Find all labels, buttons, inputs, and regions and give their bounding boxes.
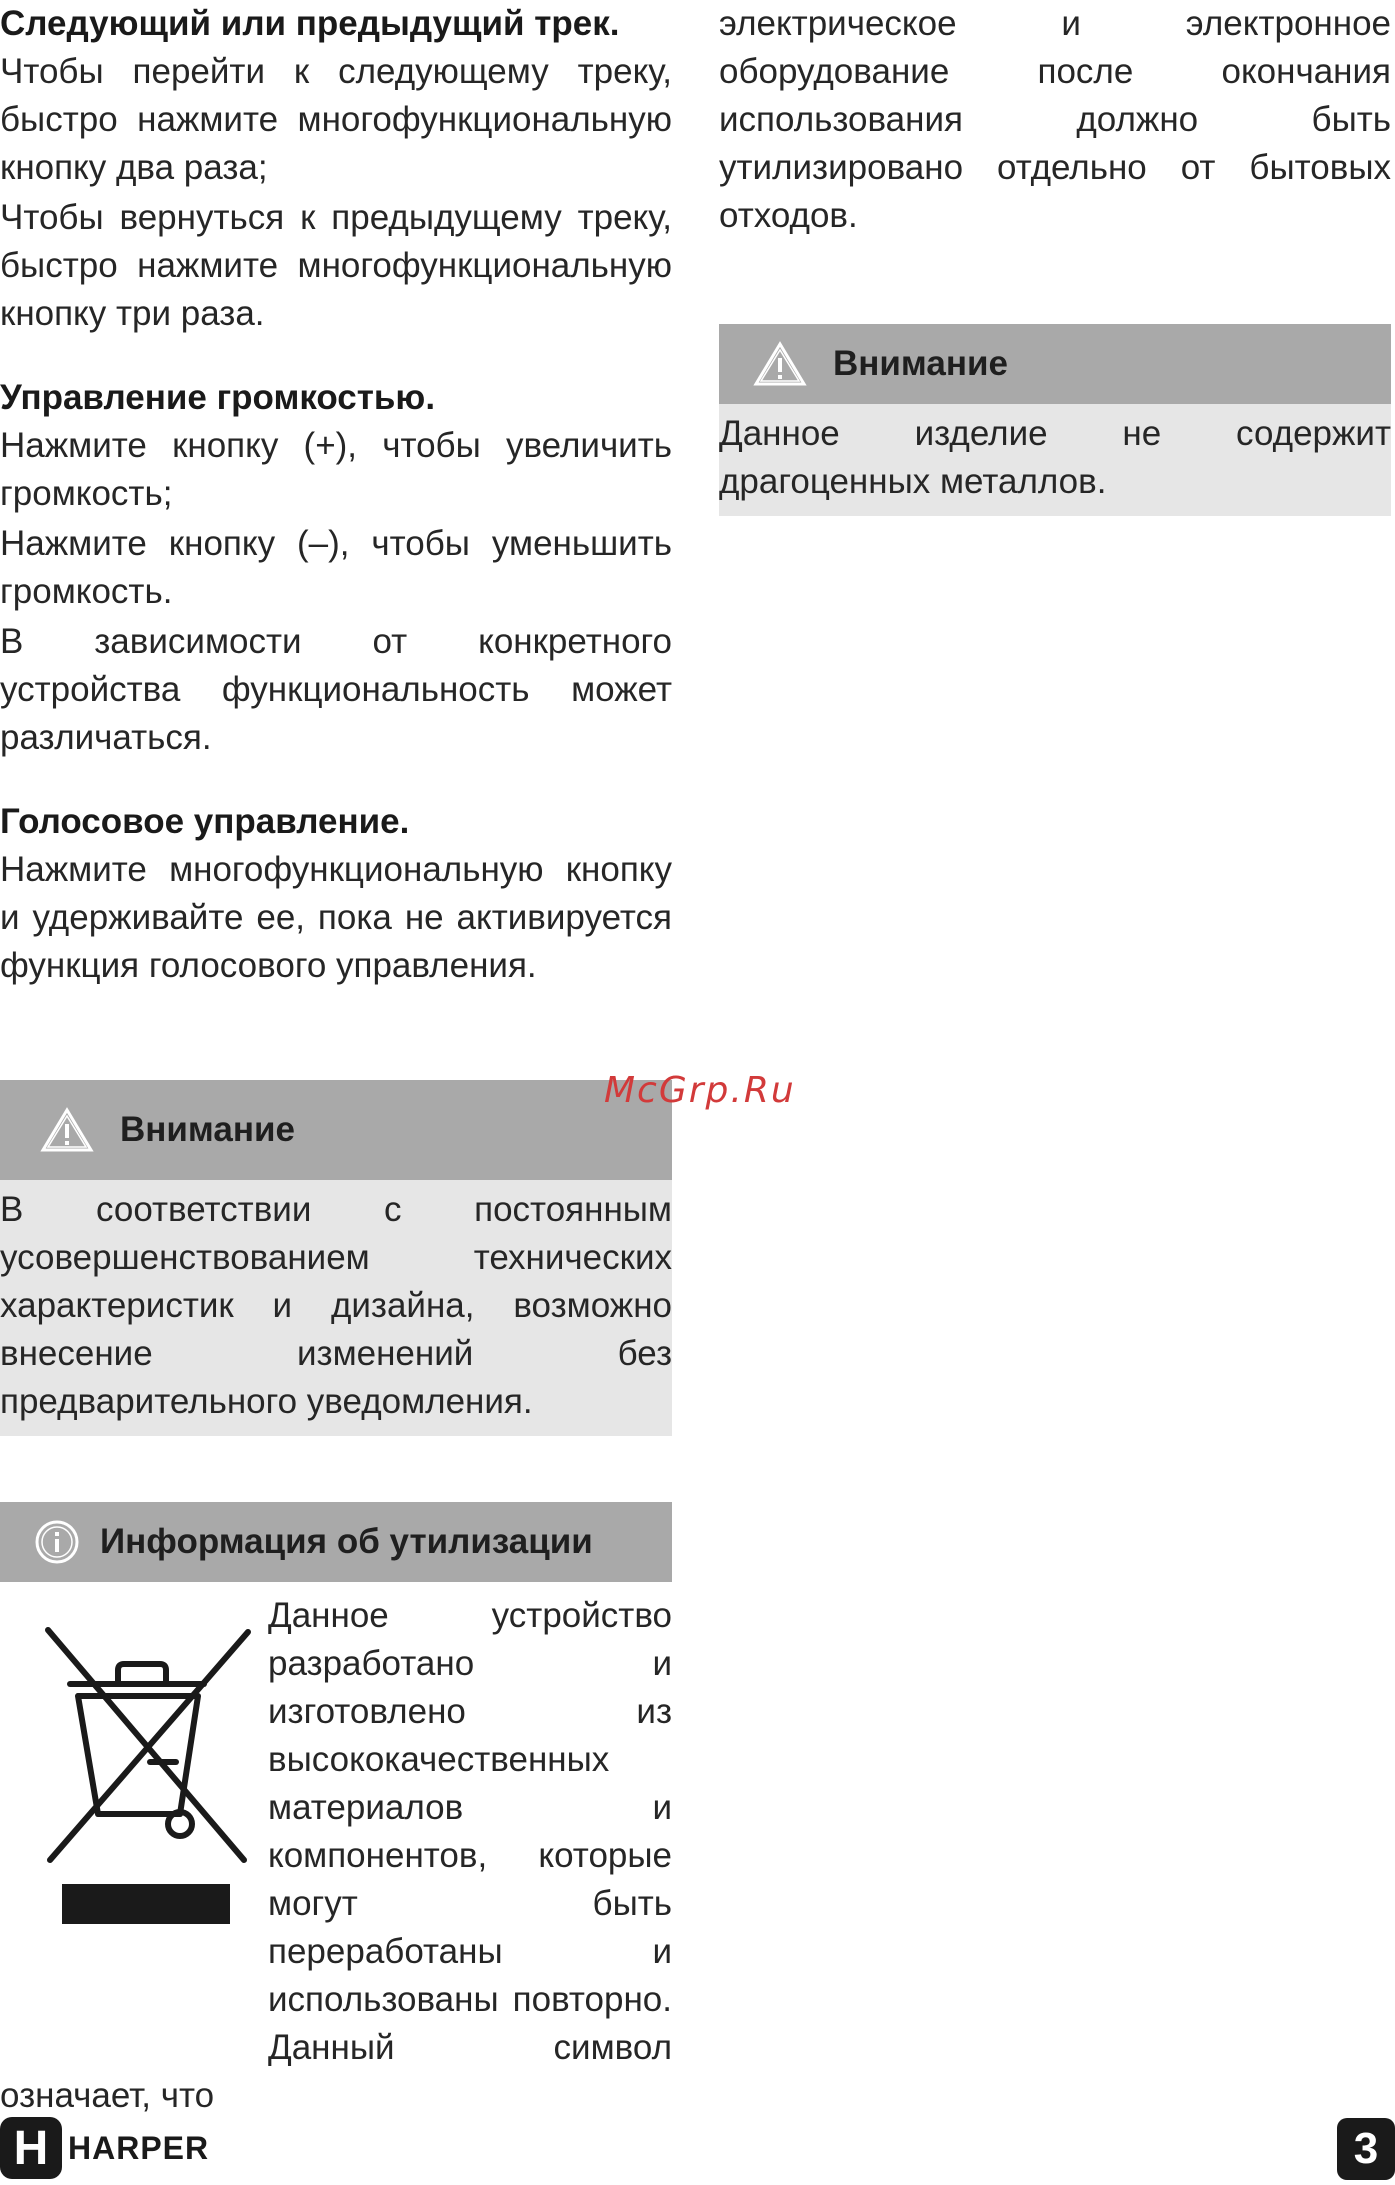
warning-triangle-icon: [40, 1107, 94, 1153]
voice-heading: Голосовое управление.: [0, 802, 410, 841]
track-heading: Следующий или предыдущий трек.: [0, 4, 620, 43]
page-number: 3: [1337, 2118, 1395, 2180]
watermark: McGrp.Ru: [604, 1070, 796, 1111]
attention-notice-right-title: Внимание: [833, 344, 1008, 383]
volume-down-text: Нажмите кнопку (–), чтобы уменьшить громкость.: [0, 524, 672, 611]
track-next-text: Чтобы перейти к следующему треку, быстро нажмите многофункциональную кнопку два раза;: [0, 52, 672, 187]
attention-notice-right-header: [719, 324, 1391, 404]
attention-notice-right: [719, 324, 1391, 516]
brand-logo-mark: H: [0, 2117, 62, 2179]
track-prev-text: Чтобы вернуться к предыдущему треку, быстро нажмите многофункциональную кнопку три раза.: [0, 198, 672, 333]
disposal-continuation-text: электрическое и электронное оборудование после окончания использования должно быть утилизировано отдельно от бытовых отходов.: [719, 4, 1391, 235]
volume-heading: Управление громкостью.: [0, 378, 436, 417]
voice-text: Нажмите многофункциональную кнопку и удерживайте ее, пока не активируется функция голосового управления.: [0, 850, 672, 985]
left-column: [0, 0, 672, 2120]
disposal-header: [0, 1502, 672, 1582]
attention-notice-left: [0, 1080, 672, 1436]
brand-logo: [0, 2118, 209, 2178]
disposal-section: [0, 1502, 672, 2120]
attention-notice-header: [0, 1080, 672, 1180]
crossed-out-bin-icon: [0, 1592, 268, 2037]
attention-notice-text: В соответствии с постоянным усовершенствованием технических характеристик и дизайна, возможно внесение изменений без предварительного уведомления.: [0, 1190, 672, 1421]
attention-notice-right-text: Данное изделие не содержит драгоценных металлов.: [719, 414, 1391, 501]
attention-notice-title: Внимание: [120, 1110, 295, 1149]
warning-triangle-icon: [753, 341, 807, 387]
volume-up-text: Нажмите кнопку (+), чтобы увеличить громкость;: [0, 426, 672, 513]
volume-note-text: В зависимости от конкретного устройства функциональность может различаться.: [0, 622, 672, 757]
info-circle-icon: [34, 1519, 80, 1565]
disposal-text: Данное устройство разработано и изготовлено из высококачественных материалов и компонентов, которые могут быть переработаны и использованы повторно. Данный символ означает, что: [0, 1596, 672, 2115]
right-column: [719, 0, 1391, 516]
disposal-title: Информация об утилизации: [100, 1522, 593, 1561]
brand-logo-word: HARPER: [68, 2129, 210, 2166]
